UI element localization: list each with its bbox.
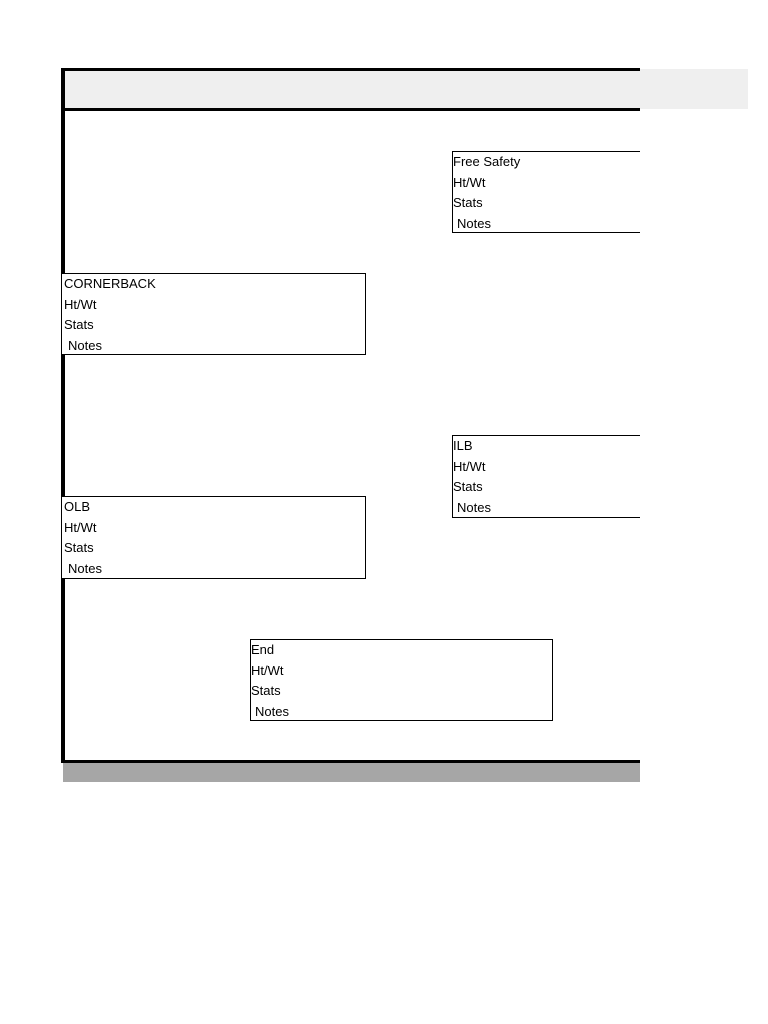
end-card [250, 639, 553, 721]
height-weight-label: Ht/Wt [453, 174, 486, 190]
position-title: Free Safety [453, 154, 521, 169]
ilb-card [452, 435, 640, 518]
stats-label: Stats [251, 683, 281, 698]
stats-label: Stats [453, 195, 483, 210]
frame-left-rule [61, 68, 65, 763]
frame-header-rule [62, 108, 640, 111]
notes-label: Notes [68, 560, 102, 576]
header-band [62, 69, 748, 109]
height-weight-label: Ht/Wt [251, 662, 284, 678]
frame-top-rule [62, 68, 640, 71]
footer-band [63, 763, 640, 782]
notes-label: Notes [457, 499, 491, 515]
stats-label: Stats [453, 479, 483, 494]
stats-label: Stats [64, 317, 94, 332]
position-title: ILB [453, 438, 473, 453]
cornerback-card [62, 273, 366, 355]
notes-label: Notes [457, 215, 491, 231]
height-weight-label: Ht/Wt [64, 296, 97, 312]
height-weight-label: Ht/Wt [453, 458, 486, 474]
position-title: End [251, 642, 275, 657]
position-title: OLB [64, 499, 91, 514]
notes-label: Notes [255, 703, 289, 719]
stats-label: Stats [64, 540, 94, 555]
position-title: CORNERBACK [64, 276, 156, 291]
notes-label: Notes [68, 337, 102, 353]
olb-card [62, 496, 366, 579]
height-weight-label: Ht/Wt [64, 519, 97, 535]
free-safety-card [452, 151, 640, 233]
